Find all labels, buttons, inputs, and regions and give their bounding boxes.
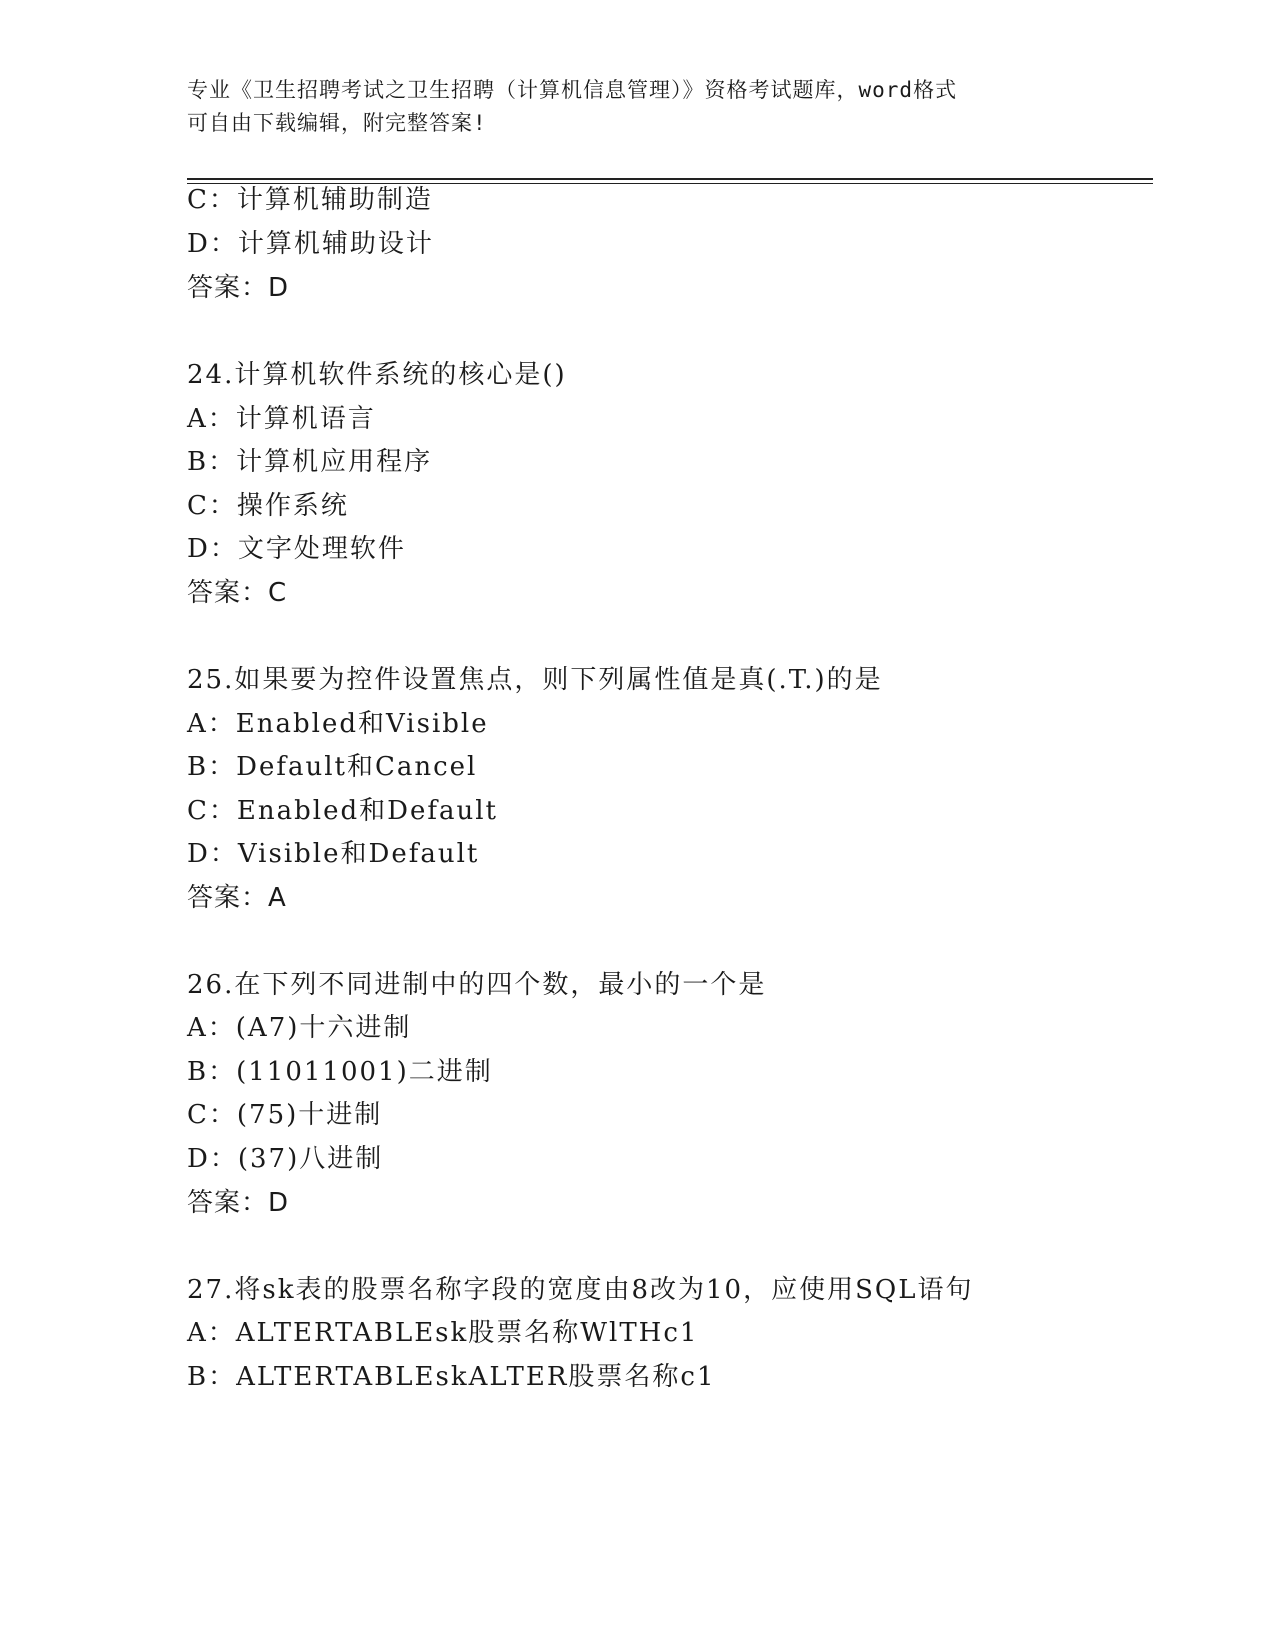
header-line-1: 专业《卫生招聘考试之卫生招聘（计算机信息管理）》资格考试题库，word格式	[187, 78, 958, 102]
question-25: 25.如果要为控件设置焦点，则下列属性值是真(.T.)的是	[187, 665, 883, 695]
option-d: D：Visible和Default	[187, 839, 480, 869]
option-a: A：Enabled和Visible	[187, 709, 489, 739]
option-b: B：Default和Cancel	[187, 752, 478, 782]
answer-line: 答案：A	[187, 883, 287, 913]
option-d: D：计算机辅助设计	[187, 229, 434, 259]
document-header	[187, 74, 1087, 140]
answer-line: 答案：D	[187, 273, 290, 303]
option-b: B：计算机应用程序	[187, 447, 433, 477]
option-a: A：计算机语言	[187, 404, 376, 434]
option-c: C：(75)十进制	[187, 1100, 383, 1130]
header-line-2: 可自由下载编辑，附完整答案!	[187, 111, 487, 135]
question-24: 24.计算机软件系统的核心是()	[187, 360, 567, 390]
option-c: C：操作系统	[187, 491, 349, 521]
option-d: D：(37)八进制	[187, 1144, 384, 1174]
option-c: C：计算机辅助制造	[187, 185, 433, 215]
answer-line: 答案：C	[187, 578, 288, 608]
option-b: B：ALTERTABLEskALTER股票名称c1	[187, 1362, 716, 1392]
option-d: D：文字处理软件	[187, 534, 406, 564]
option-a: A：(A7)十六进制	[187, 1013, 412, 1043]
option-c: C：Enabled和Default	[187, 796, 498, 826]
answer-line: 答案：D	[187, 1188, 290, 1218]
option-a: A：ALTERTABLEsk股票名称WlTHc1	[187, 1318, 699, 1348]
option-b: B：(11011001)二进制	[187, 1057, 493, 1087]
question-26: 26.在下列不同进制中的四个数，最小的一个是	[187, 970, 767, 1000]
question-27: 27.将sk表的股票名称字段的宽度由8改为10，应使用SQL语句	[187, 1275, 974, 1305]
